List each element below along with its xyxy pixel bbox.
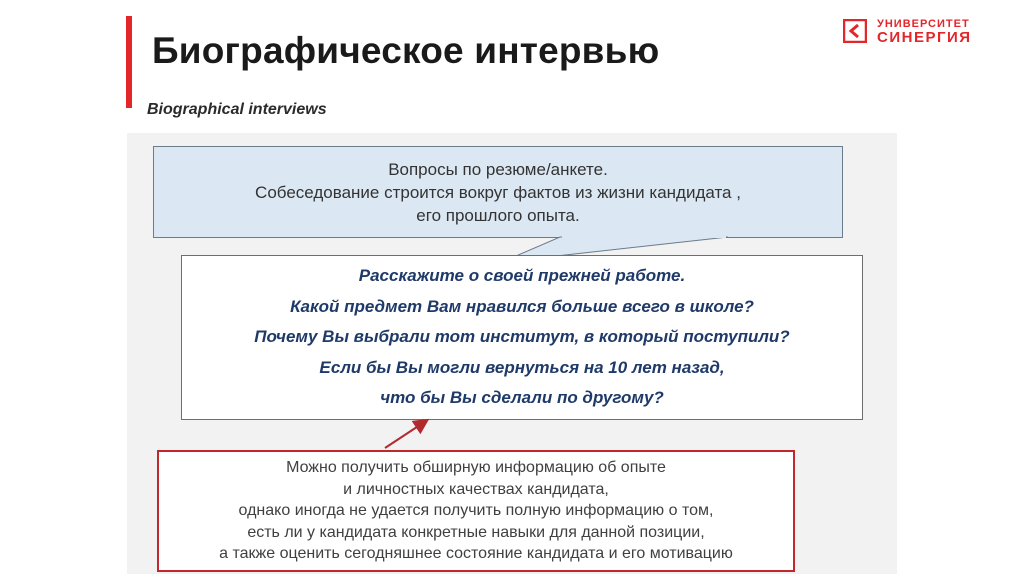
logo-text-synergy: СИНЕРГИЯ	[877, 29, 972, 46]
intro-line: его прошлого опыта.	[416, 205, 580, 225]
question-line: Какой предмет Вам нравился больше всего в школе?	[290, 296, 754, 316]
intro-line: Вопросы по резюме/анкете.	[388, 159, 608, 179]
question-line: Если бы Вы могли вернуться на 10 лет назад,	[319, 357, 725, 377]
logo-text-university: УНИВЕРСИТЕТ	[877, 18, 970, 30]
university-logo	[843, 17, 993, 47]
question-line: Расскажите о своей прежней работе.	[358, 266, 686, 286]
synergy-logo-icon	[843, 19, 867, 43]
page-subtitle: Biographical interviews	[147, 101, 327, 118]
conclusion-line: однако иногда не удается получить полную информацию о том,	[238, 502, 714, 520]
question-line: Почему Вы выбрали тот институт, в который поступили?	[254, 327, 790, 347]
example-questions-box	[181, 255, 863, 420]
conclusion-line: есть ли у кандидата конкретные навыки для данной позиции,	[247, 523, 705, 541]
question-line: что бы Вы сделали по другому?	[380, 388, 664, 408]
intro-callout-box	[153, 146, 843, 238]
conclusion-box	[157, 450, 795, 572]
conclusion-line: и личностных качествах кандидата,	[343, 480, 609, 498]
intro-line: Собеседование строится вокруг фактов из жизни кандидата ,	[255, 182, 741, 202]
page-title: Биографическое интервью	[152, 30, 660, 71]
conclusion-line: а также оценить сегодняшнее состояние кандидата и его мотивацию	[219, 545, 733, 563]
conclusion-line: Можно получить обширную информацию об опыте	[286, 459, 666, 477]
title-accent-bar	[126, 16, 132, 108]
